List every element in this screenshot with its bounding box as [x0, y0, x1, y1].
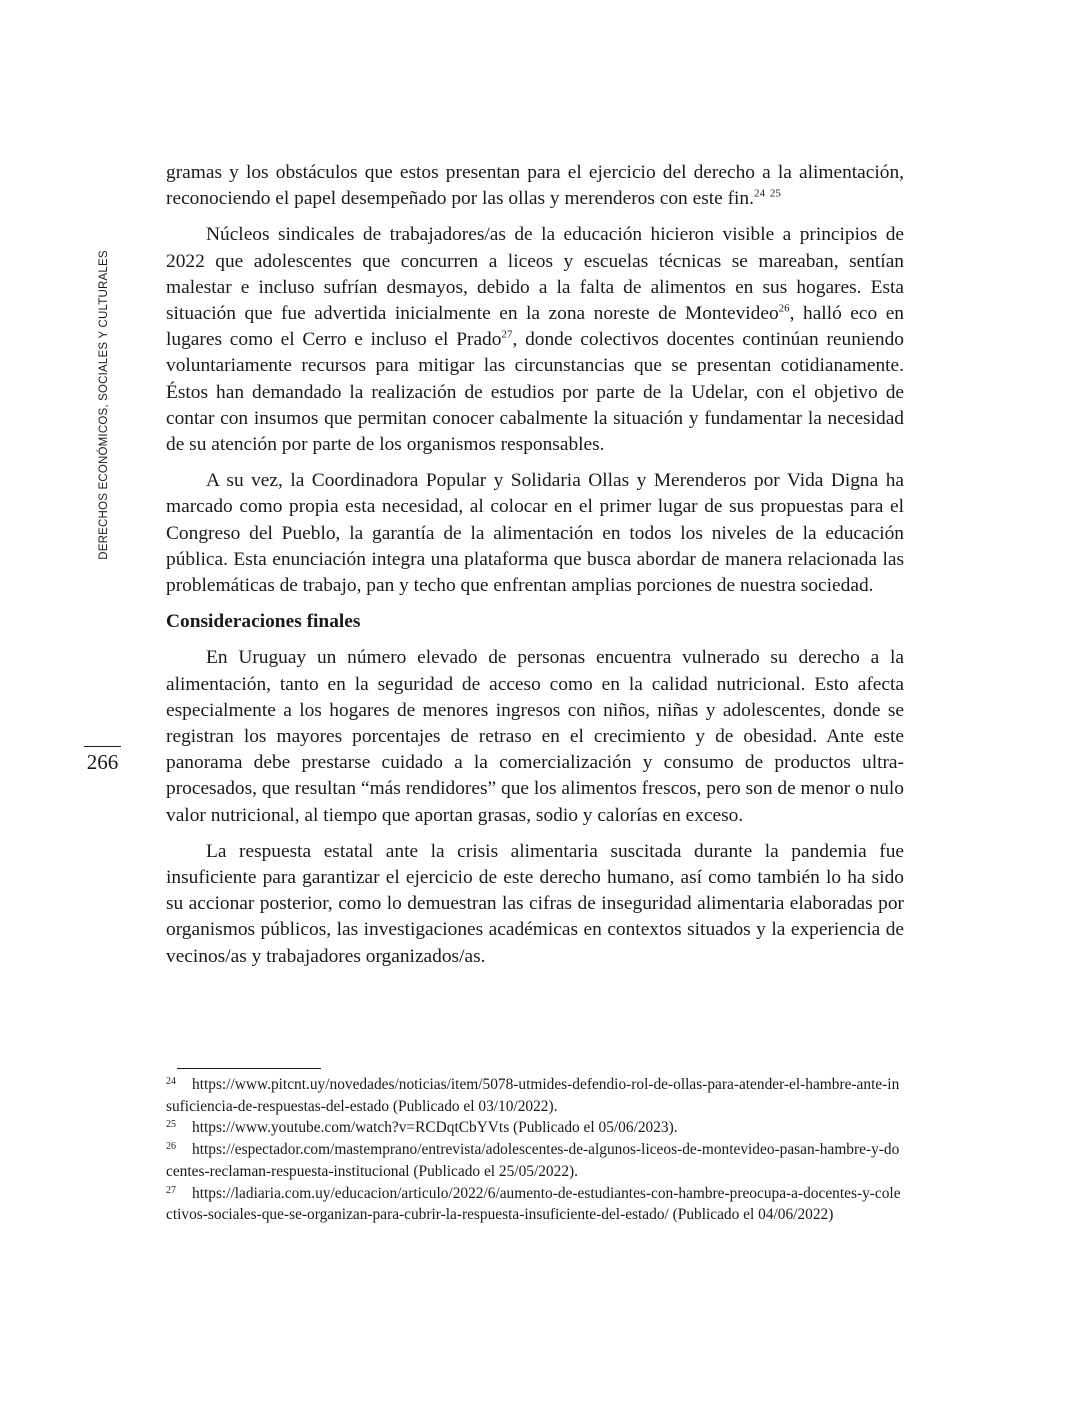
running-head-text: DERECHOS ECONÓMICOS, SOCIALES Y CULTURALES [98, 250, 110, 560]
footnote-text[interactable]: https://www.youtube.com/watch?v=RCDqtCbYVts (Publicado el 05/06/2023). [192, 1119, 678, 1137]
footnote-ref[interactable]: 25 [769, 187, 781, 200]
footnote-number: 25 [166, 1119, 176, 1131]
paragraph: En Uruguay un número elevado de personas encuentra vulnerado su derecho a la alimentación, tanto en la seguridad de acceso como en la calidad nutricional. Esto afecta especialmente a los hogares de menores ingresos con niños, niñas y adolescentes, donde se registran los mayores porcentajes de retraso en el crecimiento y de obesidad. Ante este panorama debe prestarse cuidado a la comercialización y consumo de productos ultra-procesados, que resultan “más rendidores” que los alimentos frescos, pero son de menor o nulo valor nutricional, al tiempo que aportan grasas, sodio y calorías en exceso. [166, 647, 904, 826]
footnote [166, 1117, 904, 1139]
footnote-text[interactable]: https://ladiaria.com.uy/educacion/articulo/2022/6/aumento-de-estudiantes-con-hambre-preocupa-a-docentes-y-colectivos-sociales-que-se-organizan-para-cubrir-la-respuesta-insuficiente-del-estado/ (Publicado el 04/06/2022) [166, 1184, 901, 1224]
paragraph-text: , donde colectivos docentes continúan reuniendo voluntariamente recursos para mitigar las circunstancias que se presentan cotidianamente. Éstos han demandado la realización de estudios por parte de la Udelar, con el objetivo de contar con insumos que permitan conocer cabalmente la situación y fundamentar la necesidad de su atención por parte de los organismos responsables. [166, 329, 904, 456]
footnote-separator [177, 1068, 321, 1069]
page-number: 266 [86, 750, 119, 774]
footnote [166, 1139, 904, 1182]
body-text [166, 160, 904, 980]
running-head [97, 245, 111, 565]
footnote-ref[interactable]: 24 [753, 187, 765, 200]
paragraph: La respuesta estatal ante la crisis alimentaria suscitada durante la pandemia fue insuficiente para garantizar el ejercicio de este derecho humano, así como también lo ha sido su accionar posterior, como lo demuestran las cifras de inseguridad alimentaria elaboradas por organismos públicos, las investigaciones académicas en contextos situados y la experiencia de vecinos/as y trabajadores organizados/as. [166, 840, 904, 967]
footnote-ref[interactable]: 26 [778, 302, 790, 315]
footnote-text[interactable]: https://espectador.com/mastemprano/entrevista/adolescentes-de-algunos-liceos-de-montevideo-pasan-hambre-y-docentes-reclaman-respuesta-institucional (Publicado el 25/05/2022). [166, 1141, 900, 1180]
paragraph: A su vez, la Coordinadora Popular y Solidaria Ollas y Merenderos por Vida Digna ha marcado como propia esta necesidad, al colocar en el primer lugar de sus propuestas para el Congreso del Pueblo, la garantía de la alimentación en todos los niveles de la educación pública. Esta enunciación integra una plataforma que busca abordar de manera relacionada las problemáticas de trabajo, pan y techo que enfrentan amplias porciones de nuestra sociedad. [166, 470, 904, 597]
footnote-ref[interactable]: 27 [501, 328, 513, 341]
footnote-number: 26 [166, 1141, 176, 1153]
paragraph-text: , halló eco en lugares como el Cerro e incluso el Prado [166, 303, 904, 351]
footnotes [166, 1074, 904, 1226]
paragraph [166, 160, 904, 212]
footnote-number: 24 [166, 1076, 176, 1087]
footnote-text[interactable]: https://www.pitcnt.uy/novedades/noticias/item/5078-utmides-defendio-rol-de-ollas-para-atender-el-hambre-ante-insuficiencia-de-respuestas-del-estado (Publicado el 03/10/2022). [166, 1076, 900, 1115]
paragraph [166, 222, 904, 458]
footnote [166, 1074, 904, 1117]
paragraph-text: Núcleos sindicales de trabajadores/as de la educación hicieron visible a principios de 2022 que adolescentes que concurren a liceos y escuelas técnicas se mareaban, sentían malestar e incluso sufrían desmayos, debido a la falta de alimentos en sus hogares. Esta situación que fue advertida inicialmente en la zona noreste de Montevideo [166, 224, 904, 325]
section-heading: Consideraciones finales [166, 611, 361, 633]
footnote [166, 1183, 904, 1226]
page-number-rule [84, 746, 121, 747]
paragraph-text: gramas y los obstáculos que estos presentan para el ejercicio del derecho a la alimentación, reconociendo el papel desempeñado por las ollas y merenderos con este fin. [166, 162, 904, 210]
footnote-number: 27 [166, 1184, 176, 1196]
